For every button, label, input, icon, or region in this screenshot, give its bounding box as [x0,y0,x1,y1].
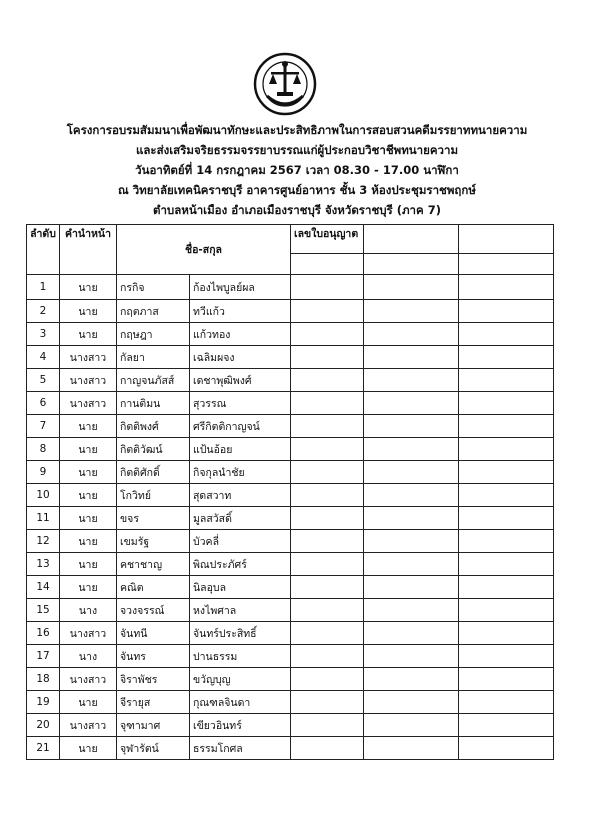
row-title: นาง [60,599,117,622]
row-blank-2 [459,438,554,461]
row-no: 7 [27,415,60,438]
row-blank-1 [364,553,459,576]
table-row [27,392,554,415]
row-license-no [291,300,364,323]
row-last-name: ก้องไพบูลย์ผล [190,275,291,300]
row-blank-2 [459,553,554,576]
row-no: 15 [27,599,60,622]
row-blank-2 [459,346,554,369]
row-last-name: มูลสวัสดิ์ [190,507,291,530]
row-title: นางสาว [60,392,117,415]
table-row [27,323,554,346]
row-license-no [291,576,364,599]
header-line-5: ตำบลหน้าเมือง อำเภอเมืองราชบุรี จังหวัดราชบุรี (ภาค 7) [153,203,441,217]
row-first-name: กัลยา [117,346,190,369]
row-blank-1 [364,392,459,415]
table-row [27,576,554,599]
row-blank-2 [459,691,554,714]
row-blank-1 [364,622,459,645]
row-title: นาย [60,438,117,461]
row-no: 17 [27,645,60,668]
table-row [27,300,554,323]
row-blank-2 [459,300,554,323]
table-row [27,346,554,369]
row-first-name: จิราพัชร [117,668,190,691]
table-row [27,714,554,737]
row-last-name: จันทร์ประสิทธิ์ [190,622,291,645]
table-row [27,737,554,760]
row-no: 9 [27,461,60,484]
row-title: นาย [60,530,117,553]
table-row [27,622,554,645]
row-last-name: แก้วทอง [190,323,291,346]
table-row [27,530,554,553]
row-last-name: พิณประภัศร์ [190,553,291,576]
row-no: 11 [27,507,60,530]
header-line-3: วันอาทิตย์ที่ 14 กรกฎาคม 2567 เวลา 08.30 - 17.00 นาฬิกา [135,163,459,177]
header-line-2: และส่งเสริมจริยธรรมจรรยาบรรณแก่ผู้ประกอบวิชาชีพทนายความ [135,143,459,157]
row-license-no [291,645,364,668]
row-last-name: เขียวอินทร์ [190,714,291,737]
row-title: นางสาว [60,668,117,691]
table-row [27,668,554,691]
row-blank-1 [364,507,459,530]
row-blank-2 [459,645,554,668]
row-blank-2 [459,714,554,737]
row-blank-1 [364,484,459,507]
row-blank-1 [364,645,459,668]
row-title: นาย [60,300,117,323]
row-no: 21 [27,737,60,760]
row-first-name: จวงจรรณ์ [117,599,190,622]
row-blank-1 [364,691,459,714]
row-title: นางสาว [60,369,117,392]
row-license-no [291,392,364,415]
row-title: นาง [60,645,117,668]
row-blank-1 [364,668,459,691]
row-blank-1 [364,461,459,484]
row-blank-2 [459,461,554,484]
row-blank-1 [364,599,459,622]
row-license-no [291,737,364,760]
row-last-name: นิลอุบล [190,576,291,599]
table-row [27,484,554,507]
row-blank-1 [364,346,459,369]
row-license-no [291,714,364,737]
row-first-name: กาญจนภัสส์ [117,369,190,392]
lawyers-council-seal-icon [253,52,317,116]
row-no: 10 [27,484,60,507]
row-title: นาย [60,737,117,760]
row-last-name: กุณฑลจินดา [190,691,291,714]
row-blank-1 [364,415,459,438]
col-header-blank-1 [364,225,459,254]
row-license-no [291,415,364,438]
row-blank-2 [459,507,554,530]
col-header-blank-2 [459,225,554,254]
row-blank-1 [364,438,459,461]
table-row [27,691,554,714]
row-title: นางสาว [60,346,117,369]
row-license-no [291,507,364,530]
row-first-name: จุฬารัตน์ [117,737,190,760]
row-title: นาย [60,553,117,576]
header-line-1: โครงการอบรมสัมมนาเพื่อพัฒนาทักษะและประสิทธิภาพในการสอบสวนคดีมรรยาททนายความ [66,123,528,137]
row-blank-2 [459,599,554,622]
col-header-no: ลำดับ [27,225,60,275]
row-blank-1 [364,275,459,300]
row-license-no [291,553,364,576]
row-license-no [291,323,364,346]
row-no: 5 [27,369,60,392]
row-last-name: ทวีแก้ว [190,300,291,323]
row-first-name: กรกิจ [117,275,190,300]
row-blank-1 [364,323,459,346]
row-no: 14 [27,576,60,599]
row-blank-1 [364,300,459,323]
row-first-name: กฤตภาส [117,300,190,323]
row-first-name: กิตติพงศ์ [117,415,190,438]
row-no: 6 [27,392,60,415]
row-first-name: จีรายุส [117,691,190,714]
row-blank-2 [459,275,554,300]
row-blank-2 [459,530,554,553]
header-line-4: ณ วิทยาลัยเทคนิคราชบุรี อาคารศูนย์อาหาร ชั้น 3 ห้องประชุมราชพฤกษ์ [118,183,476,197]
row-first-name: ขจร [117,507,190,530]
row-blank-2 [459,415,554,438]
table-row [27,438,554,461]
col-header-blank-3 [291,254,364,275]
row-title: นางสาว [60,714,117,737]
row-blank-2 [459,369,554,392]
row-blank-1 [364,576,459,599]
row-first-name: เขมรัฐ [117,530,190,553]
row-first-name: คชาชาญ [117,553,190,576]
row-license-no [291,369,364,392]
row-no: 8 [27,438,60,461]
row-no: 4 [27,346,60,369]
row-license-no [291,691,364,714]
col-header-blank-4 [364,254,459,275]
row-no: 18 [27,668,60,691]
row-title: นาย [60,484,117,507]
col-header-name: ชื่อ-สกุล [117,225,291,275]
row-blank-1 [364,737,459,760]
row-title: นาย [60,576,117,599]
row-title: นาย [60,691,117,714]
row-no: 19 [27,691,60,714]
row-license-no [291,668,364,691]
row-first-name: จันทร [117,645,190,668]
col-header-blank-5 [459,254,554,275]
row-title: นาย [60,461,117,484]
row-no: 16 [27,622,60,645]
row-title: นาย [60,323,117,346]
row-blank-2 [459,737,554,760]
table-row [27,369,554,392]
row-first-name: จุฑามาศ [117,714,190,737]
row-last-name: กิจกุลนำชัย [190,461,291,484]
row-license-no [291,599,364,622]
row-license-no [291,438,364,461]
row-no: 13 [27,553,60,576]
row-license-no [291,484,364,507]
table-row [27,507,554,530]
row-blank-2 [459,392,554,415]
row-no: 12 [27,530,60,553]
row-license-no [291,530,364,553]
row-first-name: คณิต [117,576,190,599]
attendance-table [26,224,554,760]
row-title: นาย [60,507,117,530]
table-row [27,275,554,300]
row-no: 20 [27,714,60,737]
row-blank-2 [459,622,554,645]
row-last-name: สุดสวาท [190,484,291,507]
row-first-name: กิตติวัฒน์ [117,438,190,461]
row-first-name: กิตติศักดิ์ [117,461,190,484]
row-no: 3 [27,323,60,346]
row-blank-2 [459,484,554,507]
row-license-no [291,275,364,300]
row-first-name: จันทนี [117,622,190,645]
row-no: 2 [27,300,60,323]
row-last-name: เฉลิมผจง [190,346,291,369]
col-header-title: คำนำหน้า [60,225,117,275]
row-first-name: กฤษฎา [117,323,190,346]
row-license-no [291,346,364,369]
row-license-no [291,622,364,645]
row-last-name: แป้นอ้อย [190,438,291,461]
row-last-name: ปานธรรม [190,645,291,668]
row-title: นาย [60,275,117,300]
row-blank-1 [364,369,459,392]
row-last-name: สุวรรณ [190,392,291,415]
col-header-license: เลขใบอนุญาต [291,225,364,254]
row-last-name: ขวัญบุญ [190,668,291,691]
row-last-name: หงไพศาล [190,599,291,622]
document-header [0,120,594,220]
row-title: นาย [60,415,117,438]
row-first-name: กานติมน [117,392,190,415]
row-last-name: ศรีกิตติกาญจน์ [190,415,291,438]
table-row [27,599,554,622]
row-blank-1 [364,530,459,553]
row-blank-1 [364,714,459,737]
table-row [27,415,554,438]
row-title: นางสาว [60,622,117,645]
row-no: 1 [27,275,60,300]
row-last-name: บัวคลี่ [190,530,291,553]
row-license-no [291,461,364,484]
row-last-name: ธรรมโกศล [190,737,291,760]
row-blank-2 [459,323,554,346]
row-blank-2 [459,668,554,691]
row-blank-2 [459,576,554,599]
table-row [27,645,554,668]
row-last-name: เดชาพุฒิพงศ์ [190,369,291,392]
row-first-name: โกวิทย์ [117,484,190,507]
table-row [27,553,554,576]
table-row [27,461,554,484]
